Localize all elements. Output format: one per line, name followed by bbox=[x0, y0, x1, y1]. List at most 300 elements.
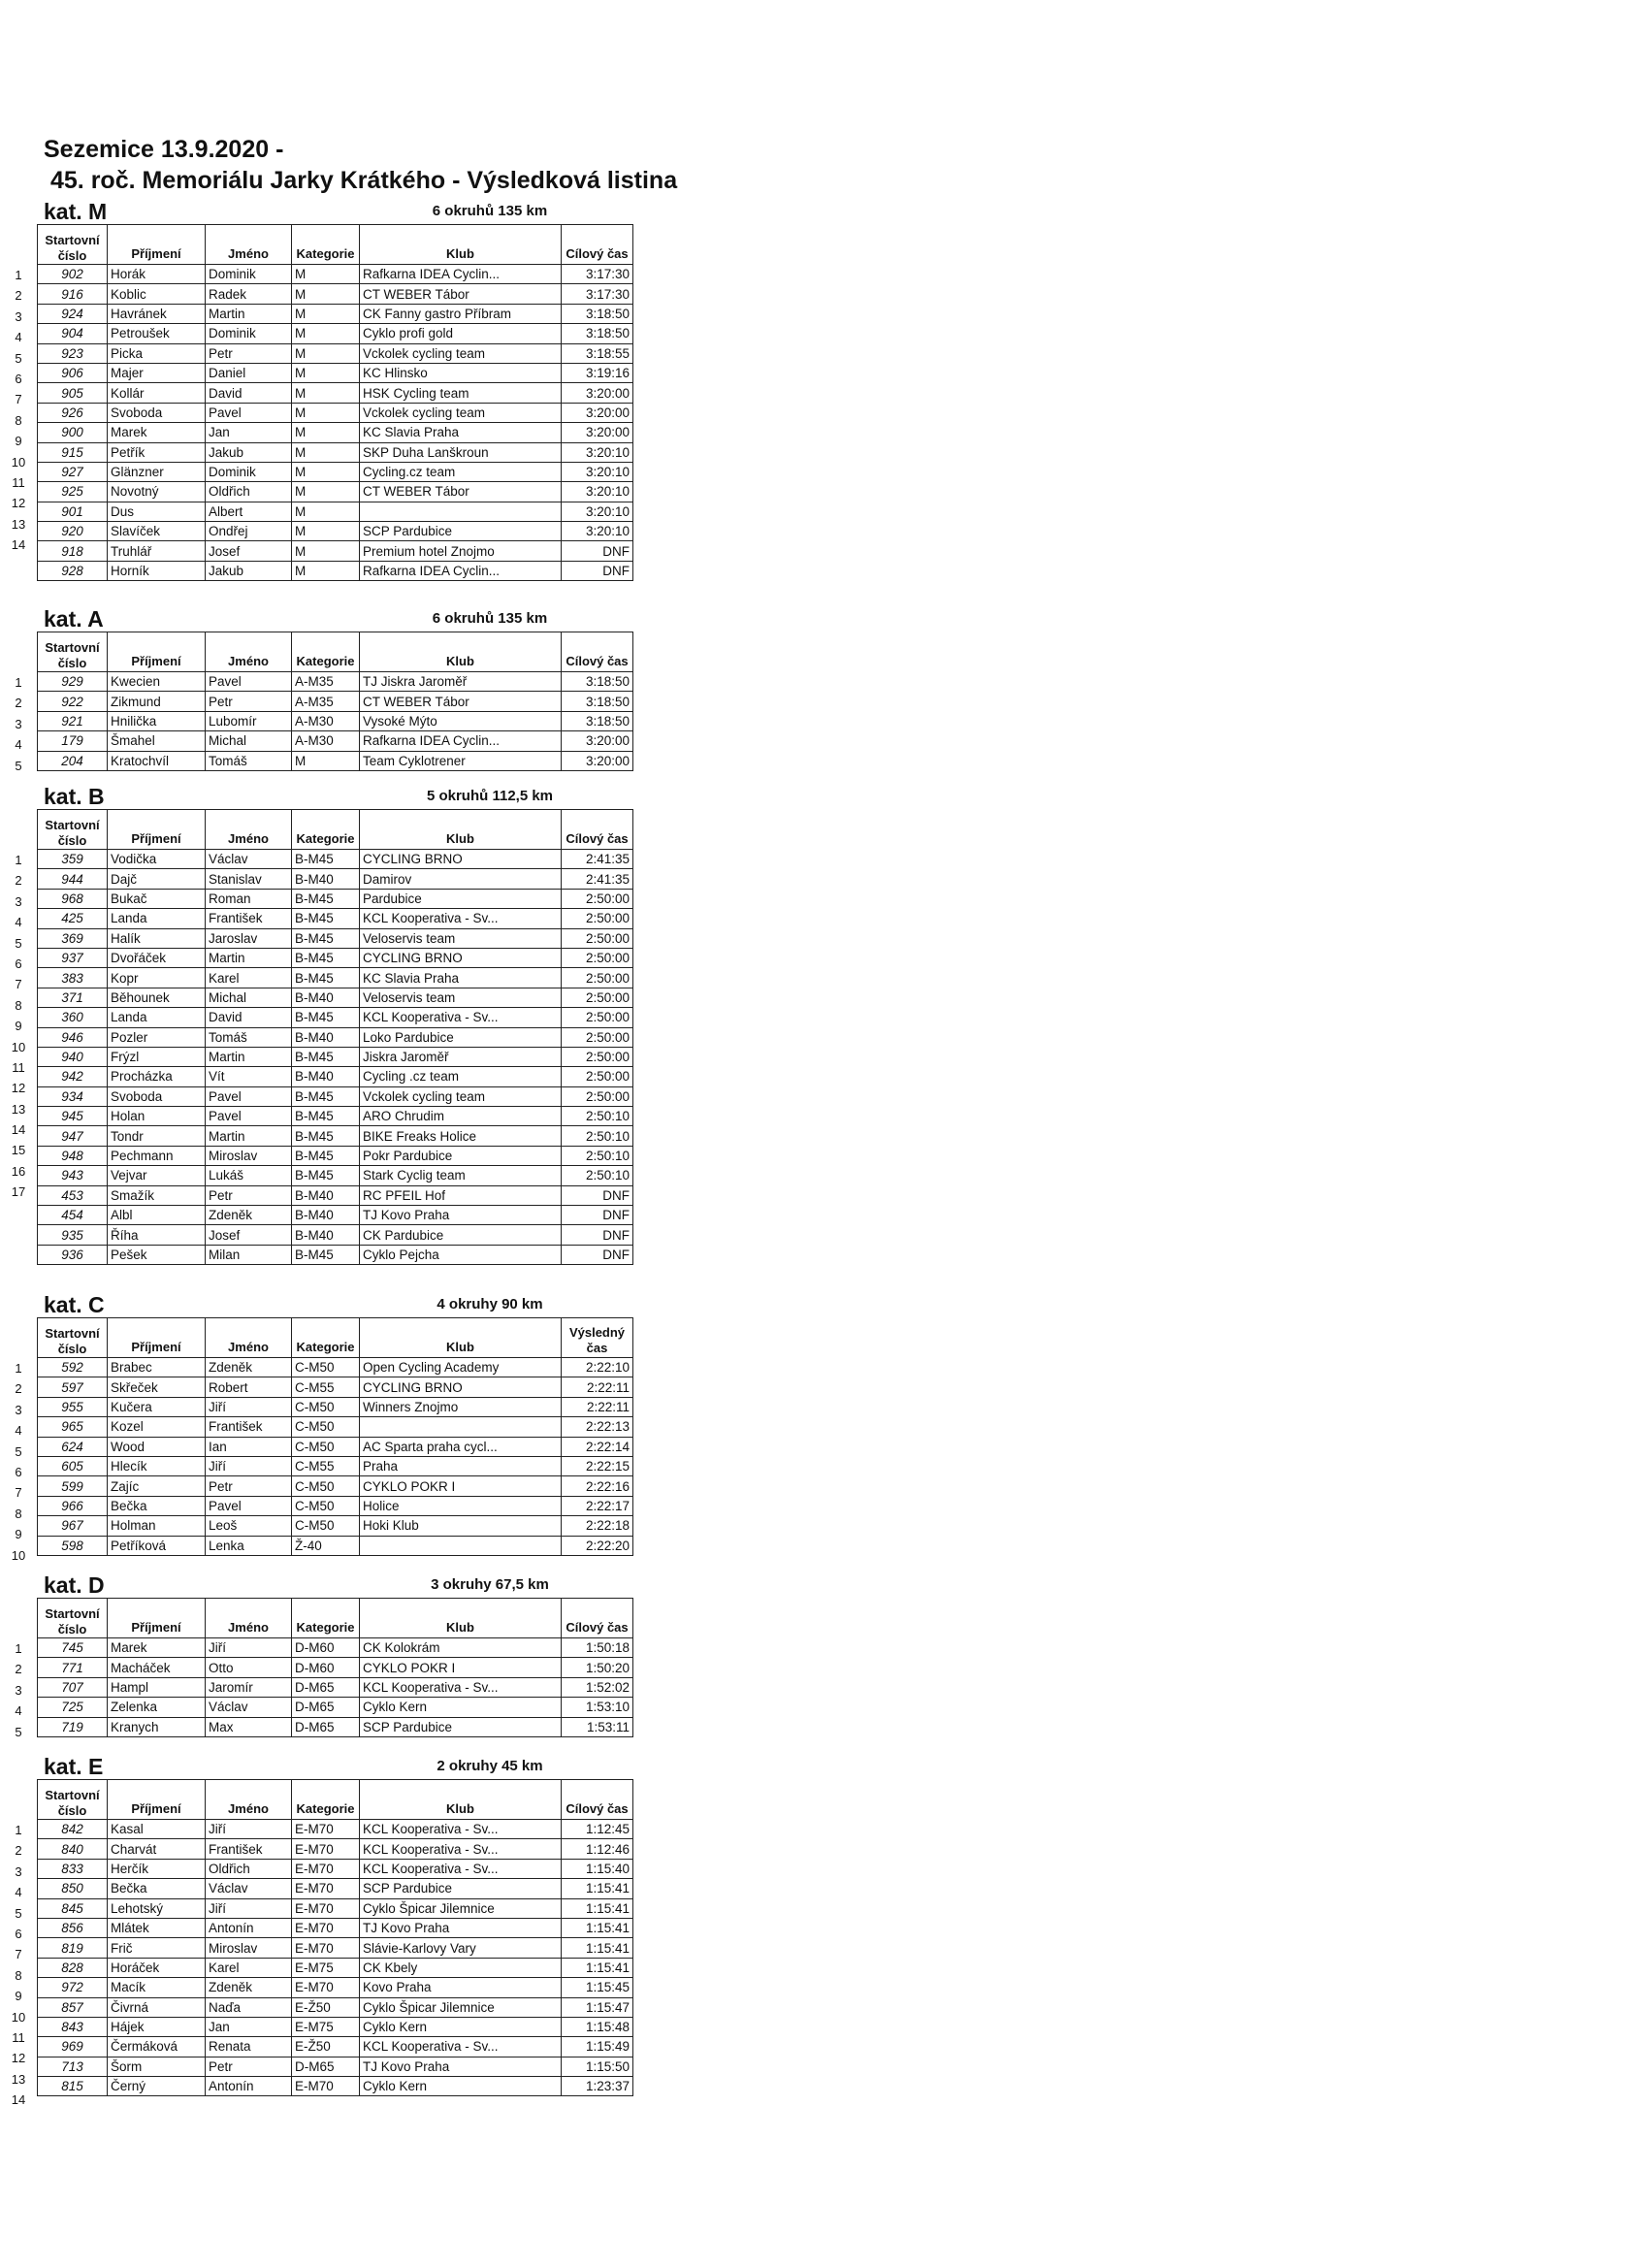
table-row bbox=[38, 1126, 633, 1146]
club: CT WEBER Tábor bbox=[360, 692, 562, 711]
club: CT WEBER Tábor bbox=[360, 482, 562, 502]
document-title-line1: Sezemice 13.9.2020 - bbox=[44, 136, 284, 163]
category-header bbox=[0, 1572, 660, 1598]
age-category: E-M75 bbox=[292, 1958, 360, 1977]
surname: Hnilička bbox=[108, 711, 206, 730]
rank-number: 9 bbox=[15, 1527, 22, 1542]
surname: Petroušek bbox=[108, 324, 206, 343]
rank-number: 6 bbox=[15, 1926, 22, 1941]
table-row bbox=[38, 672, 633, 692]
finish-time: 3:20:10 bbox=[562, 442, 633, 462]
first-name: Václav bbox=[206, 850, 292, 869]
age-category: B-M45 bbox=[292, 968, 360, 988]
col-header-name: Jméno bbox=[206, 810, 292, 850]
club: KC Slavia Praha bbox=[360, 968, 562, 988]
age-category: B-M45 bbox=[292, 1245, 360, 1264]
col-header-name: Jméno bbox=[206, 1599, 292, 1638]
age-category: E-M70 bbox=[292, 2077, 360, 2096]
surname: Pešek bbox=[108, 1245, 206, 1264]
start-number: 833 bbox=[38, 1859, 108, 1878]
club: TJ Kovo Praha bbox=[360, 1918, 562, 1937]
finish-time: 1:15:47 bbox=[562, 1997, 633, 2017]
rank-number: 1 bbox=[15, 675, 22, 690]
table-row bbox=[38, 1225, 633, 1245]
club: KCL Kooperativa - Sv... bbox=[360, 909, 562, 928]
start-number: 850 bbox=[38, 1879, 108, 1898]
start-number: 916 bbox=[38, 284, 108, 304]
table-row bbox=[38, 1638, 633, 1658]
finish-time: 3:17:30 bbox=[562, 265, 633, 284]
club: Damirov bbox=[360, 869, 562, 889]
finish-time: 3:19:16 bbox=[562, 363, 633, 382]
finish-time: 3:20:10 bbox=[562, 502, 633, 521]
surname: Kopr bbox=[108, 968, 206, 988]
finish-time: 1:15:41 bbox=[562, 1879, 633, 1898]
surname: Lehotský bbox=[108, 1898, 206, 1918]
first-name: Dominik bbox=[206, 265, 292, 284]
col-header-time: Cílový čas bbox=[562, 632, 633, 672]
finish-time: 3:20:00 bbox=[562, 751, 633, 770]
start-number: 955 bbox=[38, 1397, 108, 1416]
table-row bbox=[38, 482, 633, 502]
surname: Horáček bbox=[108, 1958, 206, 1977]
first-name: Jakub bbox=[206, 561, 292, 580]
category-distance: 4 okruhy 90 km bbox=[436, 1296, 543, 1312]
col-header-time: Výsledný čas bbox=[562, 1318, 633, 1358]
category-label: kat. A bbox=[44, 606, 104, 632]
first-name: Lukáš bbox=[206, 1166, 292, 1185]
age-category: A-M35 bbox=[292, 672, 360, 692]
start-number: 972 bbox=[38, 1978, 108, 1997]
start-number: 925 bbox=[38, 482, 108, 502]
surname: Slavíček bbox=[108, 522, 206, 541]
finish-time: 2:22:20 bbox=[562, 1536, 633, 1555]
table-row bbox=[38, 1820, 633, 1839]
rank-number: 17 bbox=[11, 1184, 26, 1200]
age-category: B-M40 bbox=[292, 1067, 360, 1086]
table-row bbox=[38, 1958, 633, 1977]
start-number: 902 bbox=[38, 265, 108, 284]
start-number: 967 bbox=[38, 1516, 108, 1536]
surname: Petřík bbox=[108, 442, 206, 462]
table-row bbox=[38, 423, 633, 442]
col-header-category: Kategorie bbox=[292, 225, 360, 265]
finish-time: 1:15:50 bbox=[562, 2057, 633, 2076]
col-header-start-number: Startovní číslo bbox=[38, 810, 108, 850]
table-row bbox=[38, 1978, 633, 1997]
surname: Pozler bbox=[108, 1027, 206, 1047]
finish-time: 2:50:10 bbox=[562, 1146, 633, 1165]
surname: Smažík bbox=[108, 1185, 206, 1205]
age-category: M bbox=[292, 502, 360, 521]
age-category: E-M75 bbox=[292, 2017, 360, 2036]
age-category: D-M60 bbox=[292, 1658, 360, 1677]
surname: Novotný bbox=[108, 482, 206, 502]
start-number: 771 bbox=[38, 1658, 108, 1677]
first-name: Pavel bbox=[206, 672, 292, 692]
finish-time: 3:18:50 bbox=[562, 304, 633, 323]
surname: Zikmund bbox=[108, 692, 206, 711]
finish-time: 2:41:35 bbox=[562, 869, 633, 889]
age-category: B-M40 bbox=[292, 1206, 360, 1225]
start-number: 942 bbox=[38, 1067, 108, 1086]
category-section bbox=[0, 1572, 660, 1742]
col-header-start-number: Startovní číslo bbox=[38, 225, 108, 265]
first-name: Antonín bbox=[206, 1918, 292, 1937]
table-row bbox=[38, 1717, 633, 1736]
club: Holice bbox=[360, 1496, 562, 1515]
start-number: 179 bbox=[38, 731, 108, 751]
table-header-row bbox=[38, 1599, 633, 1638]
finish-time: 2:22:13 bbox=[562, 1417, 633, 1437]
table-row bbox=[38, 1086, 633, 1106]
category-section bbox=[0, 1754, 660, 2110]
start-number: 922 bbox=[38, 692, 108, 711]
surname: Tondr bbox=[108, 1126, 206, 1146]
club: KCL Kooperativa - Sv... bbox=[360, 2037, 562, 2057]
rank-number bbox=[0, 1244, 37, 1264]
club: CK Kolokrám bbox=[360, 1638, 562, 1658]
finish-time: 2:22:10 bbox=[562, 1358, 633, 1377]
table-row bbox=[38, 1185, 633, 1205]
first-name: Josef bbox=[206, 541, 292, 561]
start-number: 840 bbox=[38, 1839, 108, 1859]
first-name: David bbox=[206, 1008, 292, 1027]
first-name: Pavel bbox=[206, 1496, 292, 1515]
club: CYKLO POKR I bbox=[360, 1476, 562, 1496]
surname: Bečka bbox=[108, 1496, 206, 1515]
rank-number: 8 bbox=[15, 1506, 22, 1521]
start-number: 906 bbox=[38, 363, 108, 382]
age-category: M bbox=[292, 343, 360, 363]
finish-time: DNF bbox=[562, 1185, 633, 1205]
club: Rafkarna IDEA Cyclin... bbox=[360, 265, 562, 284]
table-row bbox=[38, 850, 633, 869]
table-row bbox=[38, 928, 633, 948]
start-number: 926 bbox=[38, 403, 108, 422]
surname: Procházka bbox=[108, 1067, 206, 1086]
table-row bbox=[38, 731, 633, 751]
table-row bbox=[38, 1027, 633, 1047]
age-category: B-M45 bbox=[292, 1047, 360, 1066]
finish-time: 1:15:41 bbox=[562, 1918, 633, 1937]
start-number: 845 bbox=[38, 1898, 108, 1918]
finish-time: 2:50:00 bbox=[562, 968, 633, 988]
club: Slávie-Karlovy Vary bbox=[360, 1938, 562, 1958]
start-number: 819 bbox=[38, 1938, 108, 1958]
col-header-name: Jméno bbox=[206, 632, 292, 672]
surname: Dajč bbox=[108, 869, 206, 889]
category-label: kat. E bbox=[44, 1754, 104, 1779]
age-category: M bbox=[292, 324, 360, 343]
club: Cyklo Pejcha bbox=[360, 1245, 562, 1264]
finish-time: 1:53:11 bbox=[562, 1717, 633, 1736]
finish-time: 3:20:00 bbox=[562, 731, 633, 751]
surname: Dvořáček bbox=[108, 948, 206, 967]
category-label: kat. D bbox=[44, 1572, 105, 1598]
club: Cyklo profi gold bbox=[360, 324, 562, 343]
club: Winners Znojmo bbox=[360, 1397, 562, 1416]
first-name: Jan bbox=[206, 423, 292, 442]
age-category: M bbox=[292, 403, 360, 422]
start-number: 948 bbox=[38, 1146, 108, 1165]
col-header-category: Kategorie bbox=[292, 632, 360, 672]
age-category: A-M35 bbox=[292, 692, 360, 711]
club: TJ Jiskra Jaroměř bbox=[360, 672, 562, 692]
first-name: Miroslav bbox=[206, 1938, 292, 1958]
rank-number bbox=[0, 1265, 37, 1285]
category-header bbox=[0, 606, 660, 632]
finish-time: DNF bbox=[562, 1245, 633, 1264]
club: KC Slavia Praha bbox=[360, 423, 562, 442]
finish-time: 2:50:00 bbox=[562, 909, 633, 928]
age-category: B-M45 bbox=[292, 1008, 360, 1027]
rank-number: 12 bbox=[11, 1081, 26, 1096]
first-name: Václav bbox=[206, 1698, 292, 1717]
surname: Brabec bbox=[108, 1358, 206, 1377]
surname: Marek bbox=[108, 1638, 206, 1658]
finish-time: DNF bbox=[562, 1206, 633, 1225]
first-name: Michal bbox=[206, 988, 292, 1007]
first-name: Martin bbox=[206, 1047, 292, 1066]
club: KC Hlinsko bbox=[360, 363, 562, 382]
start-number: 969 bbox=[38, 2037, 108, 2057]
first-name: Martin bbox=[206, 1126, 292, 1146]
age-category: E-M70 bbox=[292, 1839, 360, 1859]
rank-column bbox=[0, 1779, 37, 2110]
results-table bbox=[37, 224, 633, 581]
rank-number: 5 bbox=[15, 1443, 22, 1459]
first-name: Ondřej bbox=[206, 522, 292, 541]
rank-number: 12 bbox=[11, 2051, 26, 2066]
col-header-club: Klub bbox=[360, 225, 562, 265]
col-header-club: Klub bbox=[360, 1780, 562, 1820]
surname: Svoboda bbox=[108, 403, 206, 422]
category-section bbox=[0, 784, 660, 1285]
table-row bbox=[38, 1456, 633, 1475]
first-name: Martin bbox=[206, 948, 292, 967]
col-header-name: Jméno bbox=[206, 225, 292, 265]
surname: Hlecík bbox=[108, 1456, 206, 1475]
col-header-time: Cílový čas bbox=[562, 810, 633, 850]
club: CK Kbely bbox=[360, 1958, 562, 1977]
rank-number: 8 bbox=[15, 1967, 22, 1983]
first-name: Leoš bbox=[206, 1516, 292, 1536]
surname: Hájek bbox=[108, 2017, 206, 2036]
first-name: Pavel bbox=[206, 403, 292, 422]
rank-number: 9 bbox=[15, 1989, 22, 2004]
finish-time: 2:50:00 bbox=[562, 988, 633, 1007]
start-number: 713 bbox=[38, 2057, 108, 2076]
club: Kovo Praha bbox=[360, 1978, 562, 1997]
rank-number: 1 bbox=[15, 1823, 22, 1837]
first-name: Ian bbox=[206, 1437, 292, 1456]
table-row bbox=[38, 1358, 633, 1377]
finish-time: DNF bbox=[562, 1225, 633, 1245]
rank-number: 5 bbox=[15, 350, 22, 366]
table-row bbox=[38, 403, 633, 422]
age-category: B-M45 bbox=[292, 928, 360, 948]
table-row bbox=[38, 1397, 633, 1416]
first-name: František bbox=[206, 909, 292, 928]
rank-number: 4 bbox=[15, 1703, 22, 1719]
table-row bbox=[38, 2057, 633, 2076]
finish-time: 1:15:45 bbox=[562, 1978, 633, 1997]
surname: Landa bbox=[108, 1008, 206, 1027]
rank-number: 4 bbox=[15, 915, 22, 930]
table-row bbox=[38, 1839, 633, 1859]
surname: Albl bbox=[108, 1206, 206, 1225]
club: Veloservis team bbox=[360, 928, 562, 948]
start-number: 936 bbox=[38, 1245, 108, 1264]
first-name: Stanislav bbox=[206, 869, 292, 889]
rank-number bbox=[0, 576, 37, 597]
surname: Kollár bbox=[108, 383, 206, 403]
finish-time: 1:50:20 bbox=[562, 1658, 633, 1677]
finish-time: 1:15:41 bbox=[562, 1938, 633, 1958]
rank-number: 5 bbox=[15, 1905, 22, 1921]
rank-number: 3 bbox=[15, 1682, 22, 1698]
age-category: M bbox=[292, 284, 360, 304]
rank-number: 7 bbox=[15, 1485, 22, 1501]
first-name: Josef bbox=[206, 1225, 292, 1245]
start-number: 921 bbox=[38, 711, 108, 730]
rank-number: 3 bbox=[15, 1863, 22, 1879]
first-name: Antonín bbox=[206, 2077, 292, 2096]
rank-number: 13 bbox=[11, 516, 26, 532]
finish-time: 1:23:37 bbox=[562, 2077, 633, 2096]
age-category: E-M70 bbox=[292, 1938, 360, 1958]
finish-time: 3:20:10 bbox=[562, 482, 633, 502]
rank-number: 2 bbox=[15, 873, 22, 889]
age-category: C-M50 bbox=[292, 1417, 360, 1437]
finish-time: 2:50:00 bbox=[562, 1047, 633, 1066]
first-name: Petr bbox=[206, 1185, 292, 1205]
club: CK Fanny gastro Příbram bbox=[360, 304, 562, 323]
first-name: Petr bbox=[206, 692, 292, 711]
rank-number: 10 bbox=[11, 2009, 26, 2025]
age-category: B-M45 bbox=[292, 948, 360, 967]
finish-time: 2:50:00 bbox=[562, 889, 633, 908]
age-category: D-M65 bbox=[292, 2057, 360, 2076]
finish-time: 3:18:50 bbox=[562, 324, 633, 343]
age-category: E-M70 bbox=[292, 1918, 360, 1937]
first-name: Karel bbox=[206, 1958, 292, 1977]
first-name: František bbox=[206, 1839, 292, 1859]
age-category: E-Ž50 bbox=[292, 1997, 360, 2017]
start-number: 624 bbox=[38, 1437, 108, 1456]
category-section bbox=[0, 199, 660, 597]
table-row bbox=[38, 889, 633, 908]
category-distance: 6 okruhů 135 km bbox=[432, 610, 548, 627]
finish-time: 1:15:48 bbox=[562, 2017, 633, 2036]
table-row bbox=[38, 383, 633, 403]
rank-number: 6 bbox=[15, 1464, 22, 1479]
start-number: 719 bbox=[38, 1717, 108, 1736]
first-name: Robert bbox=[206, 1377, 292, 1397]
table-row bbox=[38, 1437, 633, 1456]
club: Veloservis team bbox=[360, 988, 562, 1007]
rank-number: 7 bbox=[15, 392, 22, 407]
category-label: kat. C bbox=[44, 1292, 105, 1317]
surname: Herčík bbox=[108, 1859, 206, 1878]
surname: Halík bbox=[108, 928, 206, 948]
age-category: E-M70 bbox=[292, 1820, 360, 1839]
surname: Černý bbox=[108, 2077, 206, 2096]
surname: Horník bbox=[108, 561, 206, 580]
age-category: C-M50 bbox=[292, 1437, 360, 1456]
finish-time: 2:50:00 bbox=[562, 1008, 633, 1027]
col-header-time: Cílový čas bbox=[562, 1599, 633, 1638]
first-name: Otto bbox=[206, 1658, 292, 1677]
table-row bbox=[38, 1107, 633, 1126]
age-category: M bbox=[292, 561, 360, 580]
club: Pardubice bbox=[360, 889, 562, 908]
col-header-start-number: Startovní číslo bbox=[38, 1780, 108, 1820]
surname: Mlátek bbox=[108, 1918, 206, 1937]
club: Cyklo Kern bbox=[360, 2077, 562, 2096]
surname: Čermáková bbox=[108, 2037, 206, 2057]
age-category: B-M45 bbox=[292, 1166, 360, 1185]
table-row bbox=[38, 1008, 633, 1027]
club: KCL Kooperativa - Sv... bbox=[360, 1859, 562, 1878]
club bbox=[360, 1417, 562, 1437]
table-row bbox=[38, 909, 633, 928]
start-number: 918 bbox=[38, 541, 108, 561]
first-name: Tomáš bbox=[206, 1027, 292, 1047]
rank-number: 2 bbox=[15, 1381, 22, 1397]
age-category: D-M65 bbox=[292, 1698, 360, 1717]
rank-number: 10 bbox=[11, 1547, 26, 1563]
surname: Skřeček bbox=[108, 1377, 206, 1397]
finish-time: 2:22:18 bbox=[562, 1516, 633, 1536]
table-header-row bbox=[38, 1318, 633, 1358]
surname: Picka bbox=[108, 343, 206, 363]
club: TJ Kovo Praha bbox=[360, 1206, 562, 1225]
rank-number: 1 bbox=[15, 1641, 22, 1656]
finish-time: 1:15:41 bbox=[562, 1958, 633, 1977]
rank-number: 5 bbox=[15, 758, 22, 773]
club: KCL Kooperativa - Sv... bbox=[360, 1677, 562, 1697]
age-category: M bbox=[292, 383, 360, 403]
table-row bbox=[38, 1677, 633, 1697]
age-category: M bbox=[292, 462, 360, 481]
first-name: Zdeněk bbox=[206, 1358, 292, 1377]
club: Jiskra Jaroměř bbox=[360, 1047, 562, 1066]
results-table bbox=[37, 1598, 633, 1737]
start-number: 945 bbox=[38, 1107, 108, 1126]
rank-number: 9 bbox=[15, 434, 22, 449]
finish-time: 3:20:00 bbox=[562, 423, 633, 442]
finish-time: 3:18:55 bbox=[562, 343, 633, 363]
table-row bbox=[38, 541, 633, 561]
rank-column bbox=[0, 809, 37, 1285]
start-number: 946 bbox=[38, 1027, 108, 1047]
first-name: David bbox=[206, 383, 292, 403]
table-row bbox=[38, 1496, 633, 1515]
rank-number: 7 bbox=[15, 977, 22, 992]
start-number: 924 bbox=[38, 304, 108, 323]
finish-time: 2:22:16 bbox=[562, 1476, 633, 1496]
table-row bbox=[38, 324, 633, 343]
surname: Kratochvíl bbox=[108, 751, 206, 770]
category-header bbox=[0, 199, 660, 224]
club: SCP Pardubice bbox=[360, 1879, 562, 1898]
col-header-surname: Příjmení bbox=[108, 1318, 206, 1358]
age-category: B-M45 bbox=[292, 889, 360, 908]
age-category: B-M40 bbox=[292, 1185, 360, 1205]
rank-number: 3 bbox=[15, 1402, 22, 1417]
